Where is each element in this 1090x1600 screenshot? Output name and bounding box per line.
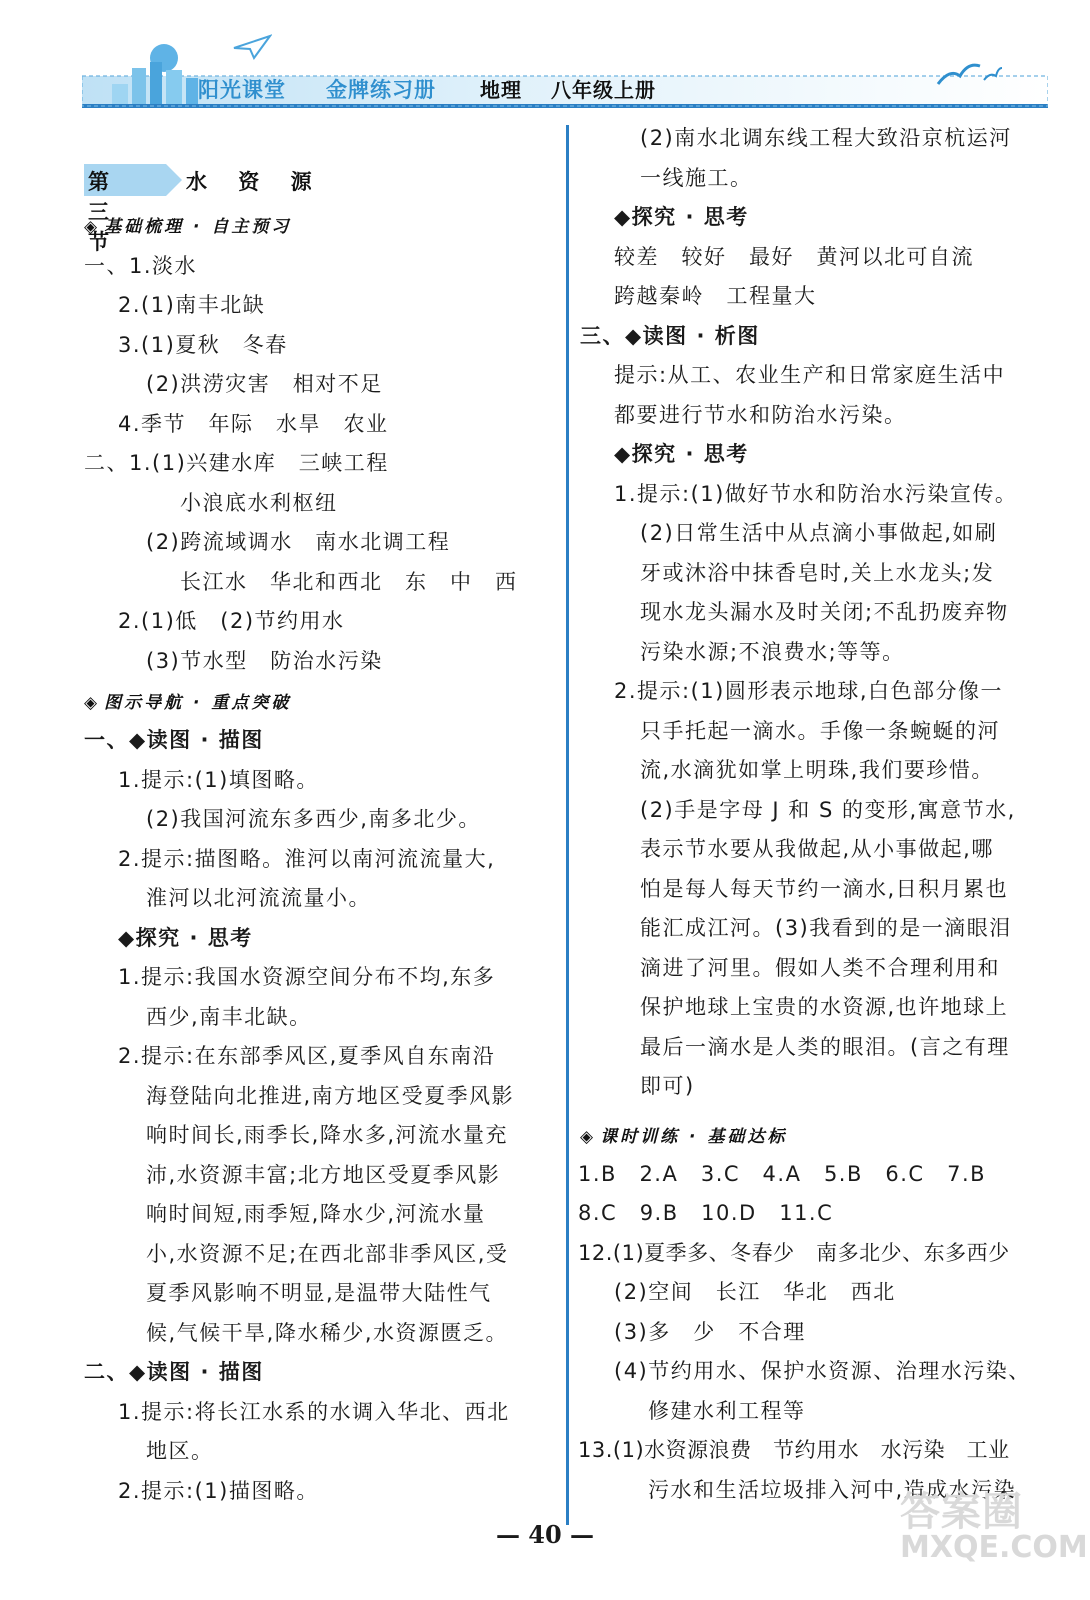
answer-line: 修建水利工程等 [648, 1399, 806, 1423]
answer-line: 滴进了河里。假如人类不合理利用和 [640, 956, 1000, 980]
answer-heading: ◆探究 · 思考 [614, 205, 749, 229]
answer-line: 3.(1)夏秋 冬春 [118, 333, 288, 357]
answer-line: 1.提示:我国水资源空间分布不均,东多 [118, 965, 496, 989]
answer-heading: 二、◆读图 · 描图 [84, 1360, 264, 1384]
answer-heading: 三、◆读图 · 析图 [580, 324, 760, 348]
answer-line: 2.(1)南丰北缺 [118, 293, 266, 317]
answer-heading: ◆探究 · 思考 [118, 926, 253, 950]
answer-line: 沛,水资源丰富;北方地区受夏季风影 [146, 1163, 501, 1187]
answer-line: 跨越秦岭 工程量大 [614, 284, 817, 308]
answer-line: 长江水 华北和西北 东 中 西 [180, 570, 518, 594]
answer-line: 最后一滴水是人类的眼泪。(言之有理 [640, 1035, 1010, 1059]
answer-line: 现水龙头漏水及时关闭;不乱扔废弃物 [640, 600, 1009, 624]
answer-line: 13.(1)水资源浪费 节约用水 水污染 工业 [578, 1438, 1010, 1462]
answer-line: (4)节约用水、保护水资源、治理水污染、 [614, 1359, 1031, 1383]
watermark-logo: 答案圈 [900, 1489, 1023, 1535]
answer-line: 1.提示:(1)做好节水和防治水污染宣传。 [614, 482, 1018, 506]
answer-line: 2.提示:描图略。淮河以南河流流量大, [118, 847, 496, 871]
answer-heading: ◆探究 · 思考 [614, 442, 749, 466]
answer-line: 夏季风影响不明显,是温带大陆性气 [146, 1281, 492, 1305]
answer-line: 较差 较好 最好 黄河以北可自流 [614, 245, 974, 269]
section-name: 水 资 源 [186, 170, 324, 194]
answer-line: 4.季节 年际 水旱 农业 [118, 412, 389, 436]
answer-line: 2.提示:在东部季风区,夏季风自东南沿 [118, 1044, 496, 1068]
answer-line: (2)空间 长江 华北 西北 [614, 1280, 896, 1304]
answer-line: 小浪底水利枢纽 [180, 491, 338, 515]
paper-plane-icon [232, 34, 272, 60]
answer-line: 小,水资源不足;在西北部非季风区,受 [146, 1242, 509, 1266]
answer-line: (2)南水北调东线工程大致沿京杭运河 [640, 126, 1012, 150]
answer-line: (2)洪涝灾害 相对不足 [146, 372, 383, 396]
header-grade: 八年级上册 [551, 78, 656, 102]
answer-line: 海登陆向北推进,南方地区受夏季风影 [146, 1084, 515, 1108]
answer-line: 都要进行节水和防治水污染。 [614, 403, 907, 427]
answer-line: 响时间短,雨季短,降水少,河流水量 [146, 1202, 486, 1226]
watermark-url: MXQE.COM [900, 1530, 1088, 1565]
answer-line: 牙或沐浴中抹香皂时,关上水龙头;发 [640, 561, 995, 585]
answer-line: 淮河以北河流流量小。 [146, 886, 371, 910]
answer-line: (3)多 少 不合理 [614, 1320, 806, 1344]
answer-line: 1.提示:(1)填图略。 [118, 768, 319, 792]
answer-line: 怕是每人每天节约一滴水,日积月累也 [640, 877, 1009, 901]
answer-line: 西少,南丰北缺。 [146, 1005, 312, 1029]
bird-icon [934, 54, 1004, 90]
section-badge-label: 第三节 [88, 170, 109, 254]
answer-line: 一、1.淡水 [84, 254, 198, 278]
answer-line: 二、1.(1)兴建水库 三峡工程 [84, 451, 389, 475]
answer-line: 12.(1)夏季多、冬春少 南多北少、东多西少 [578, 1241, 1010, 1265]
subhead-graphic: ◈ 图示导航 · 重点突破 [84, 693, 292, 713]
answer-line: (2)跨流域调水 南水北调工程 [146, 530, 451, 554]
column-divider [566, 125, 569, 1525]
subhead-training: ◈ 课时训练 · 基础达标 [580, 1127, 788, 1147]
header-series: 金牌练习册 [326, 77, 436, 102]
answer-line: 2.(1)低 (2)节约用水 [118, 609, 345, 633]
answer-line: (3)节水型 防治水污染 [146, 649, 383, 673]
answer-line: 即可) [640, 1074, 695, 1098]
answer-line: (2)我国河流东多西少,南多北少。 [146, 807, 481, 831]
header-brand: 阳光课堂 [198, 77, 286, 102]
page-number: — 40 — [495, 1520, 595, 1549]
subhead-basic: ◈ 基础梳理 · 自主预习 [84, 217, 292, 237]
answer-line: 流,水滴犹如掌上明珠,我们要珍惜。 [640, 758, 994, 782]
answer-line: 表示节水要从我做起,从小事做起,哪 [640, 837, 994, 861]
answer-line: (2)手是字母 J 和 S 的变形,寓意节水, [640, 798, 1016, 822]
answer-line: 提示:从工、农业生产和日常家庭生活中 [614, 363, 1006, 387]
answer-line: 候,气候干旱,降水稀少,水资源匮乏。 [146, 1321, 509, 1345]
answer-line: 1.提示:将长江水系的水调入华北、西北 [118, 1400, 510, 1424]
answer-line: 1.B 2.A 3.C 4.A 5.B 6.C 7.B [578, 1162, 987, 1186]
answer-line: 只手托起一滴水。手像一条蜿蜒的河 [640, 719, 1000, 743]
answer-line: 2.提示:(1)圆形表示地球,白色部分像一 [614, 679, 1004, 703]
answer-line: 2.提示:(1)描图略。 [118, 1479, 319, 1503]
answer-line: 8.C 9.B 10.D 11.C [578, 1201, 834, 1225]
answer-line: 响时间长,雨季长,降水多,河流水量充 [146, 1123, 509, 1147]
header-subject: 地理 [480, 78, 522, 102]
answer-line: 地区。 [146, 1439, 214, 1463]
answer-line: 污水和生活垃圾排入河中,造成水污染 [648, 1478, 1017, 1502]
answer-line: (2)日常生活中从点滴小事做起,如刷 [640, 521, 998, 545]
answer-line: 能汇成江河。(3)我看到的是一滴眼泪 [640, 916, 1012, 940]
building-icon [102, 40, 212, 106]
answer-heading: 一、◆读图 · 描图 [84, 728, 264, 752]
answer-line: 保护地球上宝贵的水资源,也许地球上 [640, 995, 1009, 1019]
answer-line: 污染水源;不浪费水;等等。 [640, 640, 905, 664]
answer-line: 一线施工。 [640, 166, 753, 190]
